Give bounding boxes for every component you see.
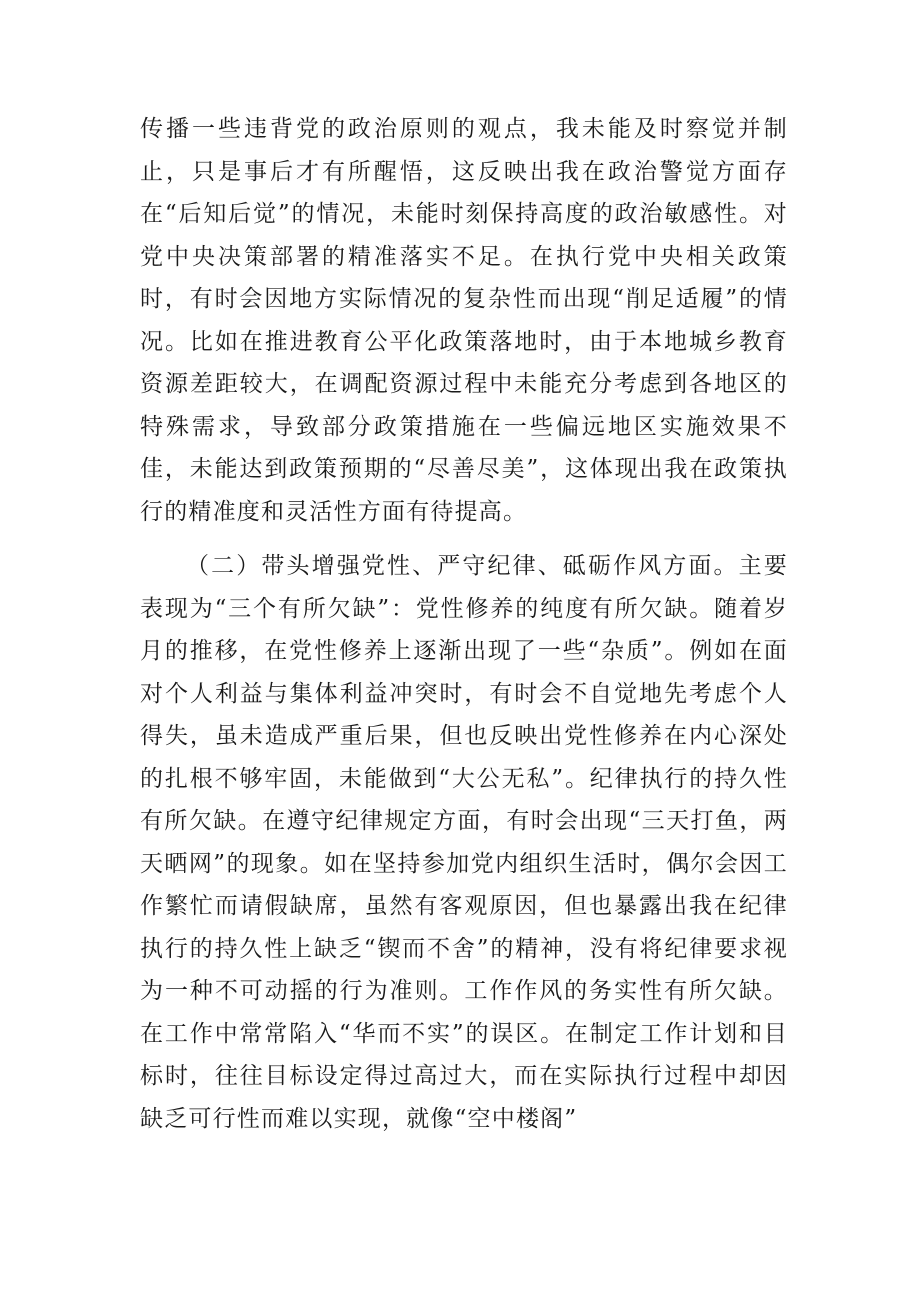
paragraph-political-vigilance: 传播一些违背党的政治原则的观点，我未能及时察觉并制止，只是事后才有所醒悟，这反映出我在政治警觉方面存在“后知后觉”的情况，未能时刻保持高度的政治敏感性。对党中央决策部署的精准落实不足。在执行党中央相关政策时，有时会因地方实际情况的复杂性而出现“削足适履”的情况。比如在推进教育公平化政策落地时，由于本地城乡教育资源差距较大，在调配资源过程中未能充分考虑到各地区的特殊需求，导致部分政策措施在一些偏远地区实施效果不佳，未能达到政策预期的“尽善尽美”，这体现出我在政策执行的精准度和灵活性方面有待提高。 [140,116,788,525]
paragraph-party-spirit-discipline: （二）带头增强党性、严守纪律、砥砺作风方面。主要表现为“三个有所欠缺”：党性修养的纯度有所欠缺。随着岁月的推移，在党性修养上逐渐出现了一些“杂质”。例如在面对个人利益与集体利益冲突时，有时会不自觉地先考虑个人得失，虽未造成严重后果，但也反映出党性修养在内心深处的扎根不够牢固，未能做到“大公无私”。纪律执行的持久性有所欠缺。在遵守纪律规定方面，有时会出现“三天打鱼，两天晒网”的现象。如在坚持参加党内组织生活时，偶尔会因工作繁忙而请假缺席，虽然有客观原因，但也暴露出我在纪律执行的持久性上缺乏“锲而不舍”的精神，没有将纪律要求视为一种不可动摇的行为准则。工作作风的务实性有所欠缺。在工作中常常陷入“华而不实”的误区。在制定工作计划和目标时，往往目标设定得过高过大，而在实际执行过程中却因缺乏可行性而难以实现，就像“空中楼阁” [140,553,788,1132]
